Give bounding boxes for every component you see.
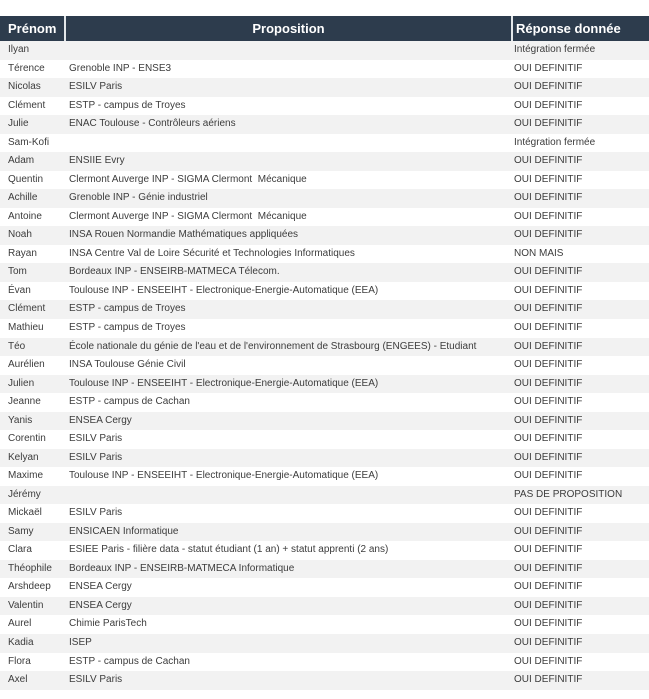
table-row: [0, 189, 649, 208]
table-row: [0, 60, 649, 79]
table-row: [0, 134, 649, 153]
table-row: [0, 319, 649, 338]
cell-proposition: ENSIIE Evry: [69, 155, 125, 167]
cell-prenom: Maxime: [8, 470, 44, 482]
cell-proposition: Clermont Auverge INP - SIGMA Clermont Mécanique: [69, 210, 307, 222]
column-header-reponse-donnee: Réponse donnée: [511, 16, 649, 41]
table-row: [0, 449, 649, 468]
cell-reponse: OUI DEFINITIF: [514, 414, 583, 426]
cell-prenom: Noah: [8, 229, 32, 241]
cell-proposition: ENSEA Cergy: [69, 414, 132, 426]
cell-reponse: OUI DEFINITIF: [514, 544, 583, 556]
cell-proposition: École nationale du génie de l'eau et de l'environnement de Strasbourg (ENGEES) - Etudiant: [69, 340, 477, 352]
cell-proposition: ESTP - campus de Troyes: [69, 321, 186, 333]
cell-prenom: Tom: [8, 266, 27, 278]
table-row: [0, 393, 649, 412]
column-header-prenom: Prénom: [8, 21, 57, 36]
table-row: [0, 115, 649, 134]
cell-prenom: Arshdeep: [8, 581, 51, 593]
table-row: [0, 78, 649, 97]
cell-proposition: ESILV Paris: [69, 451, 123, 463]
cell-prenom: Valentin: [8, 599, 44, 611]
table-row: [0, 41, 649, 60]
cell-reponse: OUI DEFINITIF: [514, 81, 583, 93]
cell-proposition: ESTP - campus de Cachan: [69, 655, 190, 667]
cell-prenom: Mickaël: [8, 507, 42, 519]
cell-prenom: Samy: [8, 525, 34, 537]
table-row: [0, 671, 649, 690]
cell-prenom: Julien: [8, 377, 35, 389]
cell-reponse: OUI DEFINITIF: [514, 155, 583, 167]
cell-prenom: Jérémy: [8, 488, 41, 500]
cell-prenom: Kadia: [8, 637, 34, 648]
cell-reponse: OUI DEFINITIF: [514, 359, 583, 371]
cell-proposition: Clermont Auverge INP - SIGMA Clermont Mécanique: [69, 173, 307, 185]
table-row: [0, 263, 649, 282]
cell-reponse: OUI DEFINITIF: [514, 377, 583, 389]
results-table: [0, 16, 649, 690]
cell-reponse: OUI DEFINITIF: [514, 266, 583, 278]
cell-prenom: Aurélien: [8, 359, 45, 371]
cell-reponse: OUI DEFINITIF: [514, 229, 583, 241]
table-row: [0, 300, 649, 319]
cell-reponse: OUI DEFINITIF: [514, 655, 583, 667]
cell-proposition: Bordeaux INP - ENSEIRB-MATMECA Informatique: [69, 562, 295, 574]
table-row: [0, 338, 649, 357]
cell-prenom: Térence: [8, 62, 45, 74]
cell-proposition: ESTP - campus de Troyes: [69, 303, 186, 315]
cell-reponse: Intégration fermée: [514, 44, 596, 55]
cell-reponse: OUI DEFINITIF: [514, 284, 583, 296]
table-row: [0, 375, 649, 394]
cell-prenom: Clara: [8, 544, 32, 556]
table-row: [0, 97, 649, 116]
cell-proposition: ESILV Paris: [69, 81, 123, 93]
cell-prenom: Sam-Kofi: [8, 136, 50, 148]
cell-proposition: ESILV Paris: [69, 507, 123, 519]
cell-prenom: Évan: [8, 284, 31, 296]
cell-proposition: Bordeaux INP - ENSEIRB-MATMECA Télecom.: [69, 266, 280, 278]
table-row: [0, 356, 649, 375]
table-row: [0, 208, 649, 227]
cell-reponse: OUI DEFINITIF: [514, 210, 583, 222]
cell-prenom: Jeanne: [8, 396, 41, 408]
cell-prenom: Nicolas: [8, 81, 41, 93]
cell-proposition: Toulouse INP - ENSEEIHT - Electronique-Energie-Automatique (EEA): [69, 470, 379, 482]
cell-prenom: Julie: [8, 118, 29, 130]
cell-prenom: Kelyan: [8, 451, 39, 463]
cell-reponse: PAS DE PROPOSITION: [514, 488, 623, 500]
cell-prenom: Rayan: [8, 247, 37, 259]
table-row: [0, 245, 649, 264]
cell-prenom: Ilyan: [8, 44, 30, 55]
cell-reponse: OUI DEFINITIF: [514, 470, 583, 482]
table-row: [0, 412, 649, 431]
cell-proposition: ENAC Toulouse - Contrôleurs aériens: [69, 118, 236, 130]
cell-proposition: INSA Rouen Normandie Mathématiques appliquées: [69, 229, 299, 241]
cell-prenom: Quentin: [8, 173, 44, 185]
cell-proposition: Grenoble INP - Génie industriel: [69, 192, 208, 204]
table-row: [0, 430, 649, 449]
table-row: [0, 226, 649, 245]
cell-reponse: NON MAIS: [514, 247, 564, 259]
cell-reponse: OUI DEFINITIF: [514, 62, 583, 74]
table-row: [0, 486, 649, 505]
table-row: [0, 560, 649, 579]
cell-reponse: OUI DEFINITIF: [514, 99, 583, 111]
table-row: [0, 282, 649, 301]
cell-prenom: Antoine: [8, 210, 42, 222]
cell-proposition: ESILV Paris: [69, 674, 123, 686]
table-row: [0, 504, 649, 523]
cell-prenom: Aurel: [8, 618, 32, 630]
cell-reponse: OUI DEFINITIF: [514, 581, 583, 593]
cell-reponse: OUI DEFINITIF: [514, 433, 583, 445]
cell-prenom: Corentin: [8, 433, 46, 445]
cell-prenom: Théophile: [8, 562, 52, 574]
cell-prenom: Clément: [8, 99, 46, 111]
cell-prenom: Axel: [8, 674, 28, 686]
table-row: [0, 152, 649, 171]
cell-reponse: OUI DEFINITIF: [514, 599, 583, 611]
cell-proposition: ENSICAEN Informatique: [69, 525, 179, 537]
cell-reponse: OUI DEFINITIF: [514, 507, 583, 519]
cell-reponse: OUI DEFINITIF: [514, 674, 583, 686]
cell-proposition: ENSEA Cergy: [69, 581, 132, 593]
cell-reponse: OUI DEFINITIF: [514, 321, 583, 333]
table-row: [0, 578, 649, 597]
cell-reponse: OUI DEFINITIF: [514, 396, 583, 408]
cell-reponse: OUI DEFINITIF: [514, 118, 583, 130]
cell-proposition: ENSEA Cergy: [69, 599, 132, 611]
cell-prenom: Yanis: [8, 414, 33, 426]
cell-proposition: Toulouse INP - ENSEEIHT - Electronique-Energie-Automatique (EEA): [69, 284, 379, 296]
cell-reponse: OUI DEFINITIF: [514, 562, 583, 574]
cell-proposition: Grenoble INP - ENSE3: [69, 62, 172, 74]
cell-proposition: ESTP - campus de Cachan: [69, 396, 190, 408]
cell-proposition: Chimie ParisTech: [69, 618, 147, 630]
table-row: [0, 634, 649, 653]
cell-reponse: OUI DEFINITIF: [514, 192, 583, 204]
column-header-proposition: Proposition: [64, 16, 511, 41]
cell-proposition: ESTP - campus de Troyes: [69, 99, 186, 111]
cell-proposition: ESILV Paris: [69, 433, 123, 445]
cell-reponse: OUI DEFINITIF: [514, 637, 583, 648]
cell-reponse: OUI DEFINITIF: [514, 525, 583, 537]
cell-prenom: Achille: [8, 192, 38, 204]
table-row: [0, 523, 649, 542]
table-row: [0, 541, 649, 560]
cell-prenom: Flora: [8, 655, 31, 667]
cell-proposition: INSA Toulouse Génie Civil: [69, 359, 186, 371]
cell-reponse: OUI DEFINITIF: [514, 303, 583, 315]
cell-prenom: Téo: [8, 340, 26, 352]
table-row: [0, 653, 649, 672]
cell-reponse: OUI DEFINITIF: [514, 618, 583, 630]
table-row: [0, 615, 649, 634]
cell-prenom: Mathieu: [8, 321, 44, 333]
cell-reponse: Intégration fermée: [514, 136, 596, 148]
cell-proposition: ISEP: [69, 637, 92, 648]
cell-reponse: OUI DEFINITIF: [514, 173, 583, 185]
cell-proposition: Toulouse INP - ENSEEIHT - Electronique-Energie-Automatique (EEA): [69, 377, 379, 389]
cell-reponse: OUI DEFINITIF: [514, 340, 583, 352]
cell-prenom: Clément: [8, 303, 46, 315]
table-header-row: [0, 16, 649, 41]
table-body: [0, 41, 649, 690]
cell-proposition: INSA Centre Val de Loire Sécurité et Technologies Informatiques: [69, 247, 355, 259]
cell-proposition: ESIEE Paris - filière data - statut étudiant (1 an) + statut apprenti (2 ans): [69, 544, 389, 556]
table-row: [0, 597, 649, 616]
cell-prenom: Adam: [8, 155, 35, 167]
cell-reponse: OUI DEFINITIF: [514, 451, 583, 463]
table-row: [0, 171, 649, 190]
table-row: [0, 467, 649, 486]
